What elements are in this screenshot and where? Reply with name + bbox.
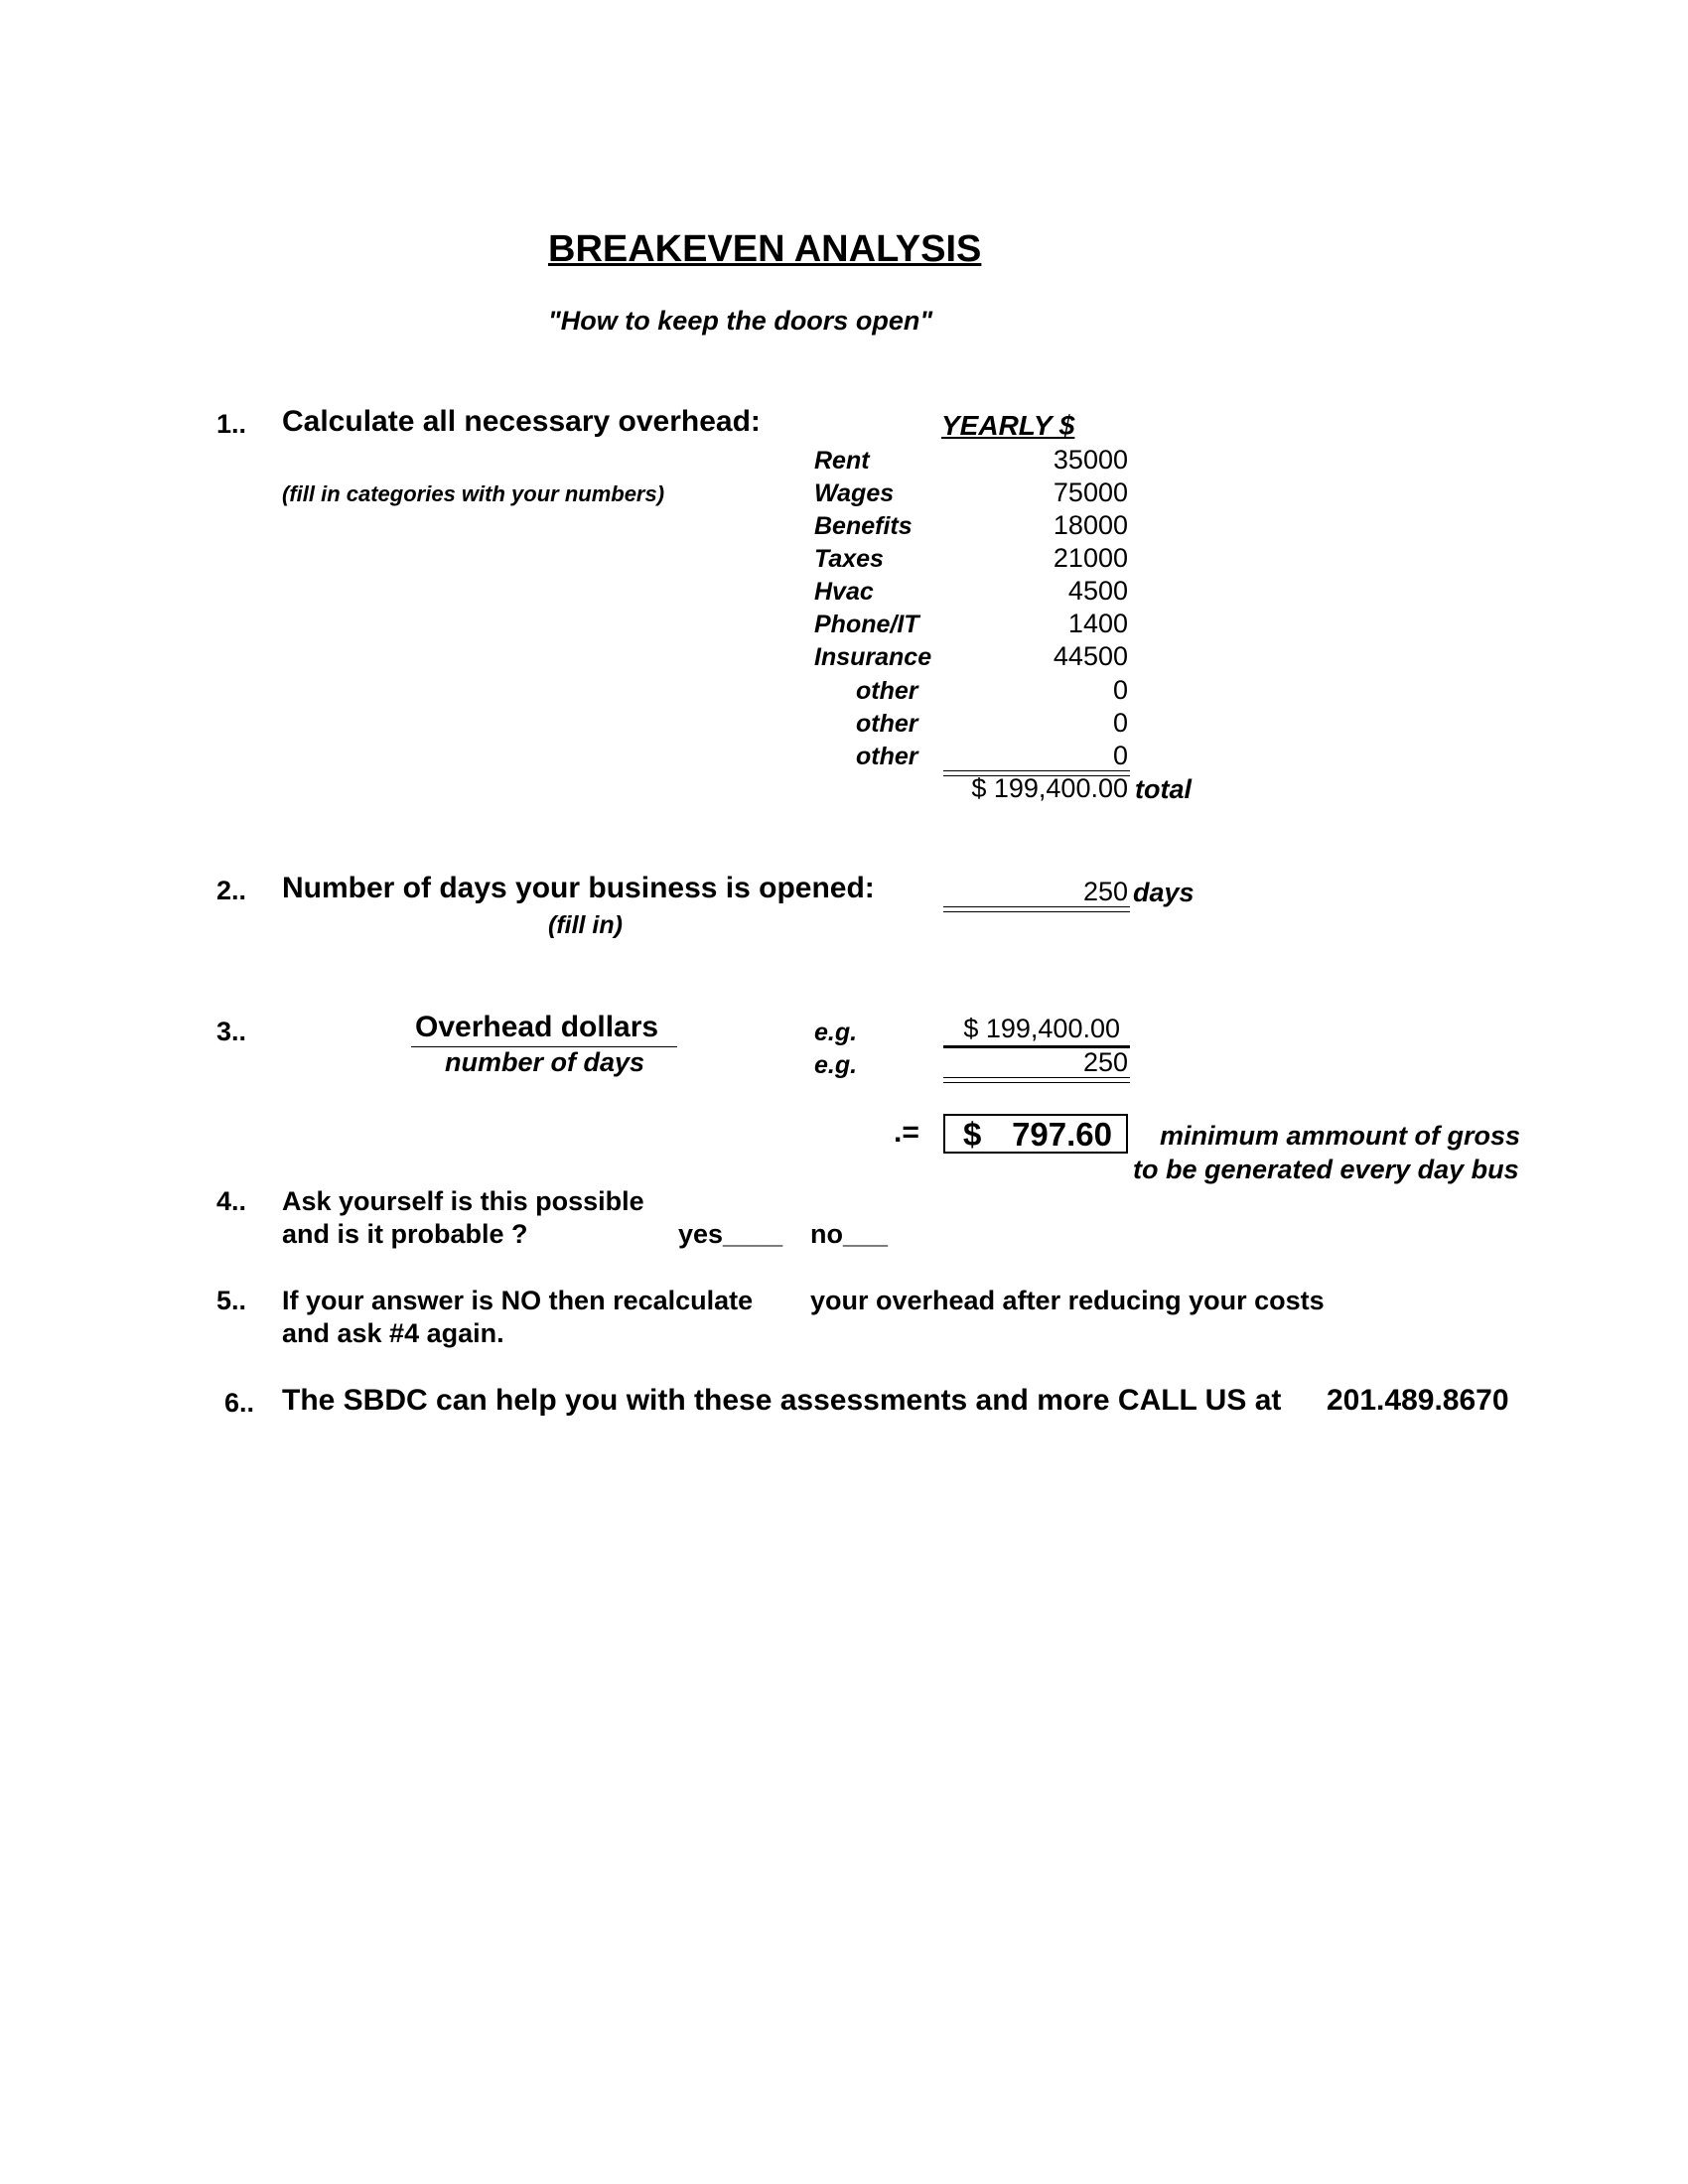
step-3-number: 3.. <box>216 1017 247 1046</box>
step-5-line-2: and ask #4 again. <box>282 1318 504 1348</box>
overhead-total-label: total <box>1135 774 1192 804</box>
overhead-value-field[interactable]: 75000 <box>1053 478 1128 507</box>
overhead-category-label: other <box>856 710 918 738</box>
days-rule <box>943 911 1130 912</box>
equals-sign: .= <box>894 1116 919 1149</box>
total-rule <box>943 770 1130 771</box>
denominator-rule <box>943 1077 1130 1078</box>
denominator-value: 250 <box>1082 1047 1128 1077</box>
overhead-value-field[interactable]: 4500 <box>1067 576 1128 606</box>
overhead-category-label: other <box>856 677 918 705</box>
step-2-note: (fill in) <box>548 911 623 939</box>
overhead-value-field[interactable]: 1400 <box>1067 609 1128 638</box>
overhead-category-label: Wages <box>814 479 895 507</box>
yearly-column-header: YEARLY $ <box>941 410 1075 441</box>
step-5-line-1b: your overhead after reducing your costs <box>810 1286 1325 1315</box>
step-2-heading: Number of days your business is opened: <box>282 872 875 904</box>
result-note-line-1: minimum ammount of gross <box>1160 1121 1521 1151</box>
overhead-value-field[interactable]: 44500 <box>1053 641 1128 671</box>
number-of-days-label: number of days <box>445 1047 645 1077</box>
overhead-value-field[interactable]: 0 <box>1112 708 1128 738</box>
daily-breakeven-result <box>943 1114 1128 1154</box>
days-rule <box>943 906 1130 907</box>
dollar-sign: $ <box>963 1116 982 1153</box>
step-5-line-1a: If your answer is NO then recalculate <box>282 1286 754 1315</box>
step-1-note: (fill in categories with your numbers) <box>282 481 665 506</box>
overhead-category-label: Benefits <box>814 512 913 540</box>
overhead-category-label: Rent <box>814 447 870 475</box>
step-2-number: 2.. <box>216 876 247 905</box>
step-6-number: 6.. <box>224 1388 255 1418</box>
overhead-category-label: other <box>856 743 918 770</box>
step-5-number: 5.. <box>216 1286 247 1315</box>
eg-label: e.g. <box>814 1019 858 1046</box>
business-days-field[interactable]: 250 <box>1082 877 1128 906</box>
overhead-dollars-label: Overhead dollars <box>415 1011 659 1043</box>
denominator-rule <box>943 1082 1130 1083</box>
step-4-number: 4.. <box>216 1186 247 1216</box>
overhead-value-field[interactable]: 0 <box>1112 741 1128 770</box>
step-4-line-1: Ask yourself is this possible <box>282 1186 644 1216</box>
result-note-line-2: to be generated every day bus <box>1133 1155 1519 1184</box>
overhead-category-label: Hvac <box>814 578 874 606</box>
daily-breakeven-amount: 797.60 <box>1012 1116 1112 1153</box>
page-subtitle: "How to keep the doors open" <box>548 306 933 336</box>
overhead-category-label: Taxes <box>814 545 884 573</box>
overhead-value-field[interactable]: 18000 <box>1053 510 1128 540</box>
overhead-total-value: $ 199,400.00 <box>971 773 1128 803</box>
no-answer-blank[interactable]: no___ <box>810 1219 889 1249</box>
overhead-category-label: Insurance <box>814 643 932 671</box>
overhead-value-field[interactable]: 21000 <box>1053 543 1128 573</box>
overhead-value-field[interactable]: 35000 <box>1053 445 1128 475</box>
yes-answer-blank[interactable]: yes____ <box>678 1219 783 1249</box>
numerator-value: $ 199,400.00 <box>963 1014 1120 1043</box>
overhead-value-field[interactable]: 0 <box>1112 675 1128 705</box>
step-4-line-2: and is it probable ? <box>282 1219 528 1249</box>
days-unit-label: days <box>1133 878 1195 907</box>
step-1-heading: Calculate all necessary overhead: <box>282 405 761 438</box>
eg-label: e.g. <box>814 1051 858 1079</box>
sbdc-phone-number[interactable]: 201.489.8670 <box>1327 1384 1509 1417</box>
overhead-category-label: Phone/IT <box>814 611 919 638</box>
page-title: BREAKEVEN ANALYSIS <box>548 228 982 270</box>
step-1-number: 1.. <box>216 409 247 439</box>
sbdc-contact-text: The SBDC can help you with these assessments and more CALL US at <box>282 1384 1282 1417</box>
